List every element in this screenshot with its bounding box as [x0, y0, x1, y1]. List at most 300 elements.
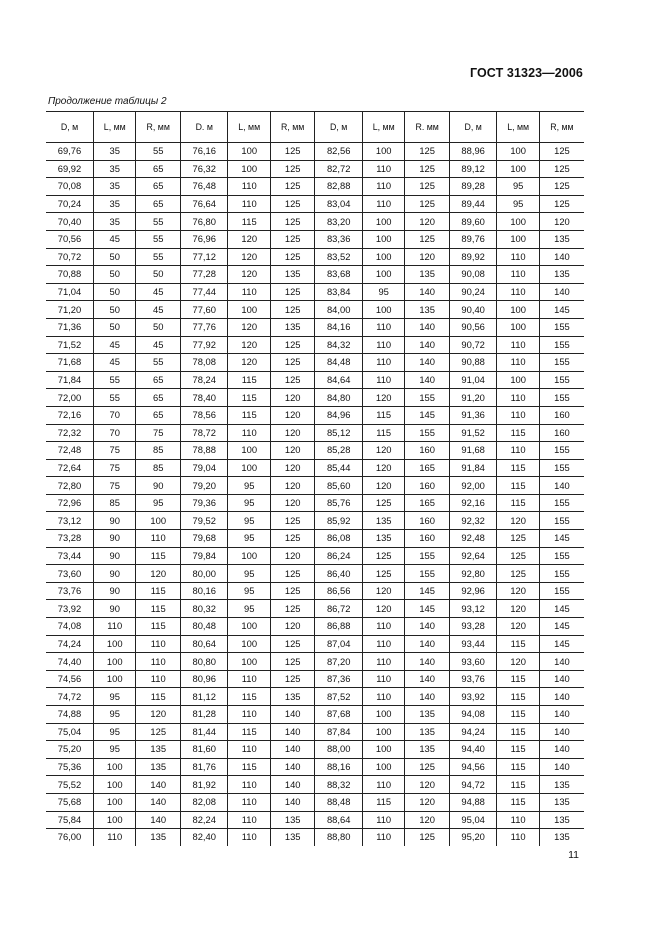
table-cell: 72,80	[46, 477, 94, 495]
table-cell: 115	[136, 547, 180, 565]
table-cell: 125	[539, 178, 584, 196]
table-cell: 135	[539, 811, 584, 829]
table-cell: 75	[136, 424, 180, 442]
table-cell: 100	[497, 318, 539, 336]
table-cell: 140	[405, 318, 449, 336]
table-row	[46, 653, 584, 671]
table-cell: 165	[405, 459, 449, 477]
table-cell: 160	[539, 406, 584, 424]
table-cell: 115	[228, 723, 270, 741]
table-row	[46, 195, 584, 213]
table-cell: 95	[497, 178, 539, 196]
page-number: 11	[568, 849, 579, 861]
table-cell: 115	[497, 741, 539, 759]
column-header-d: D, м	[315, 112, 363, 143]
table-cell: 125	[270, 670, 314, 688]
table-cell: 80,48	[180, 618, 228, 636]
table-cell: 140	[539, 688, 584, 706]
table-cell: 73,44	[46, 547, 94, 565]
table-cell: 115	[228, 389, 270, 407]
table-cell: 35	[94, 143, 136, 161]
table-cell: 120	[405, 776, 449, 794]
table-cell: 89,28	[449, 178, 497, 196]
table-cell: 135	[136, 829, 180, 846]
table-cell: 71,04	[46, 283, 94, 301]
table-cell: 125	[405, 178, 449, 196]
table-cell: 95	[228, 582, 270, 600]
column-header-l: L, мм	[94, 112, 136, 143]
table-cell: 65	[136, 178, 180, 196]
table-cell: 135	[270, 811, 314, 829]
table-cell: 120	[405, 793, 449, 811]
table-cell: 75,20	[46, 741, 94, 759]
table-cell: 125	[270, 512, 314, 530]
table-cell: 85,92	[315, 512, 363, 530]
column-header-d: D. м	[180, 112, 228, 143]
table-cell: 110	[497, 266, 539, 284]
table-cell: 110	[228, 776, 270, 794]
table-cell: 100	[362, 143, 404, 161]
table-cell: 110	[228, 424, 270, 442]
table-cell: 115	[136, 600, 180, 618]
table-cell: 73,12	[46, 512, 94, 530]
table-cell: 115	[497, 670, 539, 688]
table-cell: 125	[270, 635, 314, 653]
table-cell: 125	[270, 160, 314, 178]
table-cell: 140	[539, 741, 584, 759]
table-cell: 110	[136, 653, 180, 671]
table-cell: 85,44	[315, 459, 363, 477]
table-cell: 120	[497, 618, 539, 636]
table-cell: 77,60	[180, 301, 228, 319]
table-cell: 79,04	[180, 459, 228, 477]
column-header-l: L, мм	[362, 112, 404, 143]
table-cell: 76,00	[46, 829, 94, 846]
table-cell: 125	[539, 143, 584, 161]
table-cell: 90	[94, 512, 136, 530]
table-cell: 84,80	[315, 389, 363, 407]
table-cell: 71,20	[46, 301, 94, 319]
table-cell: 87,84	[315, 723, 363, 741]
table-cell: 125	[136, 723, 180, 741]
table-cell: 110	[362, 160, 404, 178]
table-cell: 110	[228, 178, 270, 196]
table-cell: 125	[270, 371, 314, 389]
table-cell: 65	[136, 160, 180, 178]
column-header-l: L, мм	[228, 112, 270, 143]
table-cell: 88,16	[315, 758, 363, 776]
table-cell: 115	[497, 459, 539, 477]
table-cell: 110	[497, 406, 539, 424]
table-row	[46, 776, 584, 794]
table-cell: 110	[497, 336, 539, 354]
table-cell: 92,16	[449, 494, 497, 512]
table-cell: 155	[539, 371, 584, 389]
table-cell: 125	[539, 195, 584, 213]
table-cell: 110	[362, 195, 404, 213]
table-cell: 55	[136, 354, 180, 372]
table-cell: 145	[539, 530, 584, 548]
table-cell: 115	[362, 424, 404, 442]
table-row	[46, 477, 584, 495]
table-cell: 85,28	[315, 442, 363, 460]
table-cell: 86,40	[315, 565, 363, 583]
table-cell: 110	[362, 670, 404, 688]
table-cell: 125	[405, 758, 449, 776]
table-cell: 70,24	[46, 195, 94, 213]
table-cell: 120	[405, 213, 449, 231]
table-cell: 77,12	[180, 248, 228, 266]
table-row	[46, 793, 584, 811]
table-cell: 79,20	[180, 477, 228, 495]
table-cell: 120	[270, 618, 314, 636]
table-cell: 120	[270, 442, 314, 460]
table-row	[46, 635, 584, 653]
table-cell: 140	[270, 776, 314, 794]
table-cell: 86,24	[315, 547, 363, 565]
table-cell: 110	[362, 354, 404, 372]
table-cell: 82,56	[315, 143, 363, 161]
table-cell: 45	[136, 283, 180, 301]
table-cell: 145	[405, 406, 449, 424]
table-cell: 95	[228, 530, 270, 548]
column-header-r: R, мм	[136, 112, 180, 143]
table-cell: 90	[94, 582, 136, 600]
table-cell: 155	[539, 389, 584, 407]
table-cell: 140	[539, 248, 584, 266]
table-cell: 84,00	[315, 301, 363, 319]
table-cell: 91,68	[449, 442, 497, 460]
table-cell: 110	[362, 811, 404, 829]
table-cell: 77,92	[180, 336, 228, 354]
table-cell: 94,40	[449, 741, 497, 759]
table-cell: 45	[94, 354, 136, 372]
table-cell: 55	[136, 248, 180, 266]
table-cell: 76,32	[180, 160, 228, 178]
table-row	[46, 459, 584, 477]
table-cell: 120	[362, 477, 404, 495]
table-cell: 65	[136, 389, 180, 407]
table-cell: 120	[228, 336, 270, 354]
table-cell: 93,44	[449, 635, 497, 653]
table-cell: 74,88	[46, 706, 94, 724]
table-cell: 155	[405, 424, 449, 442]
table-cell: 125	[270, 582, 314, 600]
table-caption: Продолжение таблицы 2	[48, 96, 167, 107]
table-cell: 120	[362, 600, 404, 618]
table-cell: 73,92	[46, 600, 94, 618]
table-cell: 71,36	[46, 318, 94, 336]
table-cell: 125	[497, 530, 539, 548]
table-cell: 125	[270, 565, 314, 583]
table-cell: 125	[270, 178, 314, 196]
table-cell: 88,96	[449, 143, 497, 161]
table-cell: 94,24	[449, 723, 497, 741]
table-cell: 65	[136, 406, 180, 424]
table-cell: 155	[405, 565, 449, 583]
table-cell: 100	[362, 706, 404, 724]
table-cell: 120	[405, 811, 449, 829]
table-cell: 89,60	[449, 213, 497, 231]
standard-code: ГОСТ 31323—2006	[469, 66, 583, 80]
table-row	[46, 688, 584, 706]
table-cell: 125	[497, 565, 539, 583]
table-cell: 35	[94, 213, 136, 231]
table-cell: 84,64	[315, 371, 363, 389]
table-row	[46, 178, 584, 196]
table-cell: 93,28	[449, 618, 497, 636]
table-cell: 135	[362, 530, 404, 548]
table-cell: 81,92	[180, 776, 228, 794]
column-header-d: D, м	[46, 112, 94, 143]
table-cell: 155	[539, 354, 584, 372]
table-row	[46, 706, 584, 724]
table-cell: 140	[270, 793, 314, 811]
table-cell: 95	[362, 283, 404, 301]
table-cell: 91,52	[449, 424, 497, 442]
table-cell: 125	[270, 530, 314, 548]
table-cell: 83,20	[315, 213, 363, 231]
table-cell: 72,64	[46, 459, 94, 477]
table-cell: 160	[405, 512, 449, 530]
table-cell: 84,32	[315, 336, 363, 354]
table-cell: 110	[228, 283, 270, 301]
table-cell: 110	[362, 688, 404, 706]
table-cell: 155	[539, 442, 584, 460]
table-cell: 84,96	[315, 406, 363, 424]
table-cell: 91,84	[449, 459, 497, 477]
table-cell: 95	[94, 741, 136, 759]
table-cell: 87,20	[315, 653, 363, 671]
table-cell: 125	[270, 230, 314, 248]
table-cell: 140	[405, 688, 449, 706]
table-cell: 70,88	[46, 266, 94, 284]
table-cell: 76,96	[180, 230, 228, 248]
table-cell: 140	[405, 354, 449, 372]
column-header-d: D, м	[449, 112, 497, 143]
table-cell: 90,08	[449, 266, 497, 284]
table-cell: 35	[94, 160, 136, 178]
table-cell: 140	[136, 793, 180, 811]
table-cell: 80,80	[180, 653, 228, 671]
table-cell: 145	[539, 635, 584, 653]
table-cell: 120	[270, 389, 314, 407]
table-cell: 73,28	[46, 530, 94, 548]
table-cell: 55	[94, 389, 136, 407]
table-cell: 75,52	[46, 776, 94, 794]
table-cell: 145	[539, 301, 584, 319]
table-cell: 76,48	[180, 178, 228, 196]
table-cell: 86,08	[315, 530, 363, 548]
table-cell: 72,96	[46, 494, 94, 512]
table-cell: 93,76	[449, 670, 497, 688]
table-cell: 88,48	[315, 793, 363, 811]
table-cell: 140	[270, 706, 314, 724]
table-cell: 125	[270, 600, 314, 618]
table-row	[46, 406, 584, 424]
table-cell: 110	[497, 283, 539, 301]
table-cell: 120	[362, 459, 404, 477]
table-cell: 110	[362, 318, 404, 336]
table-cell: 160	[405, 442, 449, 460]
table-cell: 125	[362, 547, 404, 565]
table-cell: 110	[136, 635, 180, 653]
table-cell: 91,20	[449, 389, 497, 407]
table-cell: 90,24	[449, 283, 497, 301]
table-cell: 80,16	[180, 582, 228, 600]
table-cell: 88,32	[315, 776, 363, 794]
table-cell: 140	[136, 776, 180, 794]
table-cell: 120	[228, 354, 270, 372]
table-cell: 94,72	[449, 776, 497, 794]
table-cell: 110	[497, 354, 539, 372]
table-cell: 100	[228, 143, 270, 161]
table-cell: 100	[497, 213, 539, 231]
table-cell: 110	[362, 829, 404, 846]
table-cell: 110	[228, 829, 270, 846]
table-cell: 115	[228, 371, 270, 389]
table-cell: 100	[94, 811, 136, 829]
table-cell: 100	[228, 301, 270, 319]
table-cell: 110	[362, 653, 404, 671]
table-cell: 120	[405, 248, 449, 266]
table-cell: 120	[270, 547, 314, 565]
table-cell: 95,20	[449, 829, 497, 846]
table-cell: 120	[497, 582, 539, 600]
table-cell: 100	[228, 635, 270, 653]
table-cell: 82,24	[180, 811, 228, 829]
table-cell: 155	[539, 512, 584, 530]
table-cell: 85	[136, 459, 180, 477]
table-cell: 115	[136, 618, 180, 636]
table-cell: 125	[405, 160, 449, 178]
data-table	[46, 111, 584, 846]
table-cell: 100	[497, 160, 539, 178]
table-cell: 115	[228, 213, 270, 231]
table-cell: 140	[405, 618, 449, 636]
table-cell: 145	[539, 600, 584, 618]
table-cell: 125	[362, 494, 404, 512]
table-cell: 100	[94, 635, 136, 653]
table-cell: 85	[136, 442, 180, 460]
table-cell: 135	[270, 829, 314, 846]
table-cell: 125	[270, 283, 314, 301]
table-cell: 115	[497, 688, 539, 706]
table-cell: 100	[94, 670, 136, 688]
table-row	[46, 230, 584, 248]
table-row	[46, 354, 584, 372]
table-cell: 110	[362, 635, 404, 653]
table-cell: 100	[497, 301, 539, 319]
table-cell: 82,40	[180, 829, 228, 846]
table-cell: 120	[136, 706, 180, 724]
table-cell: 100	[362, 248, 404, 266]
table-cell: 90	[94, 547, 136, 565]
table-cell: 155	[405, 547, 449, 565]
table-cell: 115	[228, 406, 270, 424]
table-cell: 140	[539, 283, 584, 301]
table-cell: 65	[136, 195, 180, 213]
table-cell: 86,88	[315, 618, 363, 636]
table-cell: 92,48	[449, 530, 497, 548]
table-cell: 140	[405, 336, 449, 354]
table-cell: 135	[539, 266, 584, 284]
table-cell: 110	[228, 706, 270, 724]
table-cell: 125	[497, 547, 539, 565]
table-cell: 135	[539, 793, 584, 811]
table-cell: 79,68	[180, 530, 228, 548]
table-cell: 45	[136, 301, 180, 319]
table-cell: 140	[539, 477, 584, 495]
table-cell: 88,64	[315, 811, 363, 829]
table-cell: 35	[94, 178, 136, 196]
table-cell: 115	[497, 424, 539, 442]
table-cell: 135	[270, 318, 314, 336]
table-row	[46, 582, 584, 600]
table-cell: 155	[539, 318, 584, 336]
table-cell: 100	[362, 266, 404, 284]
table-cell: 93,12	[449, 600, 497, 618]
table-cell: 87,68	[315, 706, 363, 724]
table-cell: 100	[228, 160, 270, 178]
table-cell: 71,68	[46, 354, 94, 372]
table-cell: 115	[497, 477, 539, 495]
table-cell: 115	[497, 494, 539, 512]
table-cell: 140	[539, 670, 584, 688]
table-cell: 83,04	[315, 195, 363, 213]
table-cell: 70,72	[46, 248, 94, 266]
table-cell: 89,76	[449, 230, 497, 248]
table-cell: 100	[94, 776, 136, 794]
table-cell: 110	[497, 248, 539, 266]
table-cell: 110	[94, 618, 136, 636]
table-cell: 85,76	[315, 494, 363, 512]
table-row	[46, 301, 584, 319]
table-cell: 78,88	[180, 442, 228, 460]
table-cell: 95	[497, 195, 539, 213]
table-cell: 110	[94, 829, 136, 846]
column-header-r: R, мм	[270, 112, 314, 143]
table-cell: 165	[405, 494, 449, 512]
table-cell: 110	[497, 811, 539, 829]
table-row	[46, 442, 584, 460]
table-cell: 135	[270, 688, 314, 706]
table-cell: 135	[405, 741, 449, 759]
table-cell: 70,40	[46, 213, 94, 231]
table-cell: 100	[94, 758, 136, 776]
table-cell: 140	[539, 758, 584, 776]
table-cell: 50	[94, 266, 136, 284]
table-cell: 155	[539, 547, 584, 565]
table-cell: 50	[94, 318, 136, 336]
table-cell: 75,68	[46, 793, 94, 811]
table-cell: 88,00	[315, 741, 363, 759]
table-cell: 82,72	[315, 160, 363, 178]
table-cell: 145	[405, 582, 449, 600]
table-cell: 125	[362, 565, 404, 583]
table-cell: 135	[539, 829, 584, 846]
table-cell: 120	[362, 442, 404, 460]
table-cell: 135	[136, 758, 180, 776]
table-cell: 81,28	[180, 706, 228, 724]
table-cell: 110	[228, 741, 270, 759]
table-cell: 75,84	[46, 811, 94, 829]
table-cell: 140	[539, 706, 584, 724]
table-cell: 120	[270, 459, 314, 477]
table-cell: 74,08	[46, 618, 94, 636]
table-cell: 86,72	[315, 600, 363, 618]
table-cell: 75	[94, 459, 136, 477]
